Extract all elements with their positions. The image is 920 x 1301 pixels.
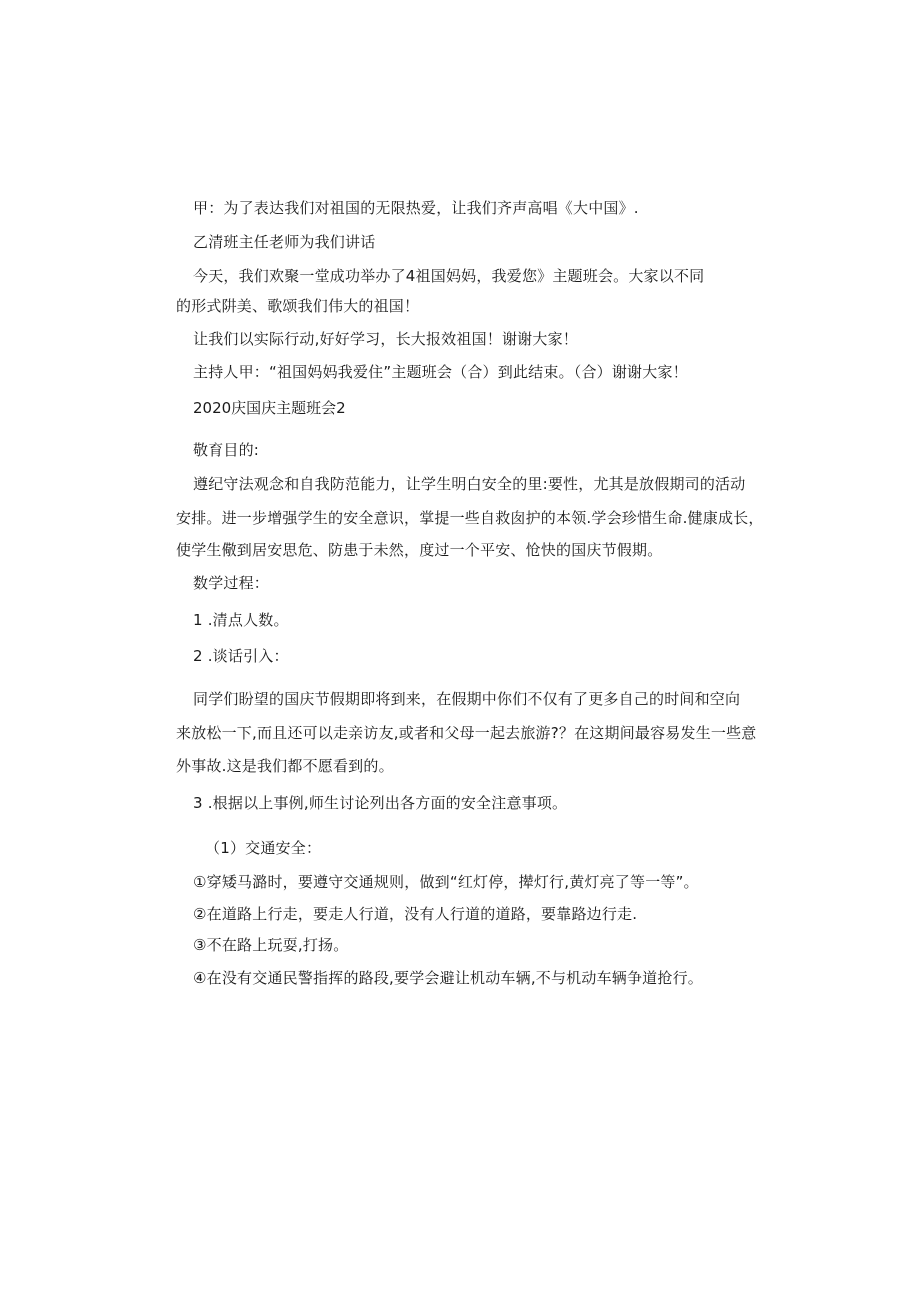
- speech-closing-line: 让我们以实际行动,好好学习，长大报效祖国！谢谢大家！: [193, 330, 578, 348]
- traffic-rule-1: ①穿矮马潞时，要遵守交通规则，做到“红灯停，撵灯行,黄灯亮了等一等”。: [193, 873, 699, 891]
- objective-paragraph-line-2: 安排。进一步增强学生的安全意识，掌提一些自救囱护的本领.学会珍惜生命.健康成长，: [176, 509, 764, 527]
- dialogue-line-jia: 甲：为了表达我们对祖国的无限热爱，让我们齐声高唱《大中国》.: [193, 199, 639, 217]
- intro-paragraph-line-2: 来放松一下,而且还可以走亲访友,或者和父母一起去旅游?？在这期间最容易发生一些意: [176, 724, 757, 742]
- subsection-traffic-safety: （1）交通安全：: [205, 839, 322, 857]
- traffic-rule-2: ②在道路上行走，要走人行道，没有人行道的道路，要靠路边行走.: [193, 905, 638, 923]
- process-heading: 数学过程：: [193, 574, 270, 592]
- intro-paragraph-line-3: 外事故.这是我们都不愿看到的。: [176, 757, 394, 775]
- traffic-rule-4: ④在没有交通民警指挥的路段,要学会避让机动车辆,不与机动车辆争道抢行。: [193, 969, 703, 987]
- section-heading: 2020庆国庆主题班会2: [193, 399, 346, 417]
- host-closing-line: 主持人甲：“祖国妈妈我爱住”主题班会（合）到此结束。（合）谢谢大家！: [193, 363, 688, 381]
- speech-paragraph-line-2: 的形式阱美、歌颂我们伟大的祖国！: [176, 297, 420, 315]
- process-step-2: 2 .谈话引入：: [193, 647, 289, 665]
- objective-paragraph-line-3: 使学生儆到居安思危、防患于未然，度过一个平安、怆快的国庆节假期。: [176, 541, 663, 559]
- dialogue-line-yi: 乙清班主任老师为我们讲话: [193, 233, 376, 251]
- intro-paragraph-line-1: 同学们盼望的国庆节假期即将到来，在假期中你们不仅有了更多自己的时间和空向: [193, 690, 741, 708]
- traffic-rule-3: ③不在路上玩耍,打扬。: [193, 936, 349, 954]
- process-step-1: 1 .清点人数。: [193, 611, 289, 629]
- speech-paragraph-line-1: 今天，我们欢聚一堂成功举办了4祖国妈妈，我爱您》主题班会。大家以不同: [193, 267, 705, 285]
- objective-heading: 敬育目的:: [193, 441, 260, 459]
- objective-paragraph-line-1: 遵纪守法观念和自我防范能力，让学生明白安全的里:要性，尤其是放假期司的活动: [193, 475, 746, 493]
- process-step-3: 3 .根据以上事例,师生讨论列出各方面的安全注意事项。: [193, 794, 568, 812]
